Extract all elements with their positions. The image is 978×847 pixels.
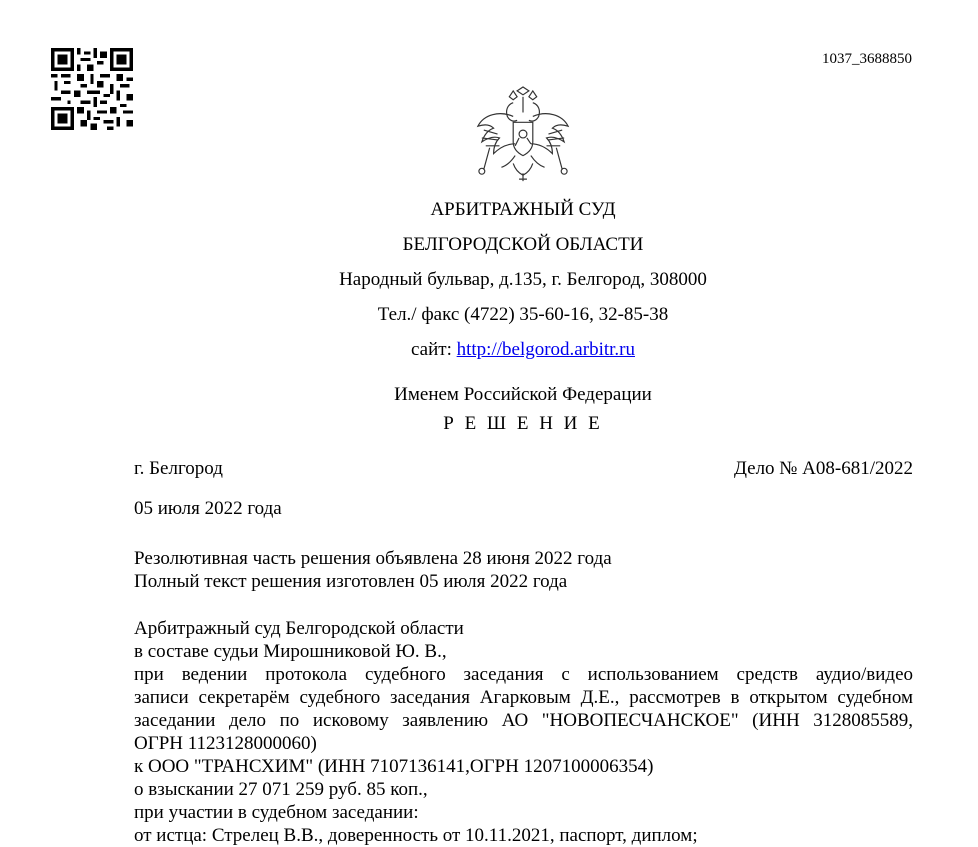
in-the-name-heading: Именем Российской Федерации [394,384,652,405]
body-line-9: при участии в судебном заседании: [134,802,419,823]
city: г. Белгород [134,458,223,479]
court-site [0,339,978,361]
body-line-8: о взыскании 27 071 259 руб. 85 коп., [134,779,428,800]
case-number: Дело № А08-681/2022 [733,458,913,479]
body-line-4: записи секретарём судебного заседания Агарковым Д.Е., рассмотрев в открытом судебном [134,687,913,708]
document-id: 1037_3688850 [822,51,912,67]
site-prefix: сайт: [411,339,457,360]
decision-title: Р Е Ш Е Н И Е [443,413,603,434]
qr-code-icon [51,48,133,130]
court-address: Народный бульвар, д.135, г. Белгород, 308000 [339,269,707,290]
body-line-3: при ведении протокола судебного заседания с использованием средств аудио/видео [134,664,913,685]
body-line-6: ОГРН 1123128000060) [134,733,317,754]
court-region: БЕЛГОРОДСКОЙ ОБЛАСТИ [402,234,644,255]
body-line-5: заседании дело по исковому заявлению АО "НОВОПЕСЧАНСКОЕ" (ИНН 3128085589, [134,710,913,731]
body-line-1: Арбитражный суд Белгородской области [134,618,464,639]
full-text-date: Полный текст решения изготовлен 05 июля 2022 года [134,571,568,592]
court-website-link[interactable]: http://belgorod.arbitr.ru [456,339,635,360]
city-case-row [134,458,913,480]
body-line-10: от истца: Стрелец В.В., доверенность от 10.11.2021, паспорт, диплом; [134,825,698,846]
coat-of-arms-icon [474,86,572,186]
body-line-2: в составе судьи Мирошниковой Ю. В., [134,641,447,662]
court-name: АРБИТРАЖНЫЙ СУД [430,199,616,220]
announced-date: Резолютивная часть решения объявлена 28 июня 2022 года [134,548,612,569]
decision-date: 05 июля 2022 года [134,498,282,519]
court-phone: Тел./ факс (4722) 35-60-16, 32-85-38 [377,304,669,325]
body-line-7: к ООО "ТРАНСХИМ" (ИНН 7107136141,ОГРН 1207100006354) [134,756,654,777]
